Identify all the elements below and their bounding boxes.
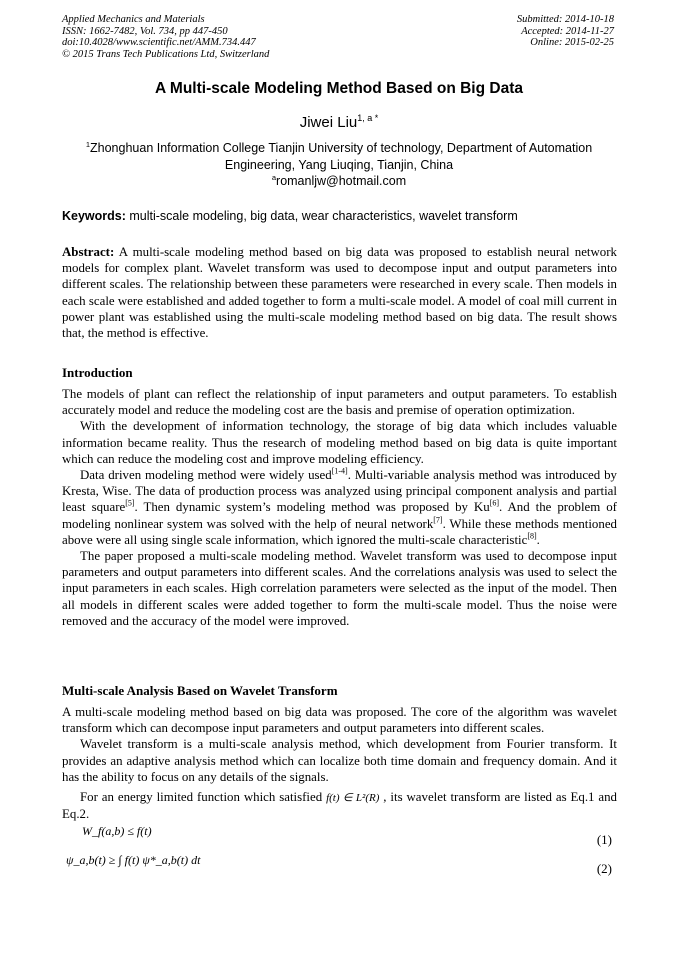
introduction-body (62, 386, 617, 629)
accepted-date: Accepted: 2014-11-27 (521, 25, 614, 37)
equation-2: ψ_a,b(t) ≥ ∫ f(t) ψ*_a,b(t) dt (66, 853, 201, 867)
abstract-text: A multi-scale modeling method based on big data was proposed to establish neural network models for complex plant. Wavelet transform was used to decompose input and output parameters into different scales. The relationship between these parameters were researched in every scale. Then models in each scale were established and added together to form a multi-scale model. A model of coal mill current in power plant was established using the multi-scale modeling method based on big data. The result shows that, the method is effective. (62, 245, 617, 341)
intro-paragraph-4: The paper proposed a multi-scale modeling method. Wavelet transform was used to decompose input parameters and output parameters into different scales. And the correlations analysis was used to select the input parameters in each scales. High correlation parameters were selected as the input of the model. Then all models in different scales were added together to form the multi-scale model. Thus the noise were removed and the accuracy of the model were improved. (62, 549, 617, 628)
section2-paragraph-1: A multi-scale modeling method based on big data was proposed. The core of the algorithm was wavelet transform which can decompose input parameters and output parameters into different scales. (62, 705, 617, 736)
copyright-line: © 2015 Trans Tech Publications Ltd, Switzerland (62, 48, 270, 60)
intro-paragraph-3: Data driven modeling method were widely used[1-4]. Multi-variable analysis method was introduced by Kresta, Wise. The data of production process was analyzed using principal component analysis and partial least square[5]. Then dynamic system’s modeling method was proposed by Ku[6]. And the problem of modeling nonlinear system was solved with the help of neural network[7]. While these methods mentioned above were all using single scale information, which ignored the multi-scale characteristic[8]. (62, 466, 617, 547)
citation-ref: [6] (489, 499, 500, 509)
keywords-label: Keywords: (62, 209, 126, 223)
abstract-label: Abstract: (62, 245, 115, 259)
email-address: romanljw@hotmail.com (276, 174, 407, 189)
submitted-date: Submitted: 2014-10-18 (516, 14, 614, 25)
affiliation-line-1: Zhonghuan Information College Tianjin University of technology, Department of Automation (90, 141, 593, 156)
author-superscript: 1, a * (357, 113, 379, 123)
journal-name: Applied Mechanics and Materials (62, 14, 205, 25)
affiliation-superscript: 1 (85, 140, 91, 149)
intro-paragraph-1: The models of plant can reflect the relationship of input parameters and output parameters. To establish accurately model and reduce the modeling cost are the basis and premise of operation optimization. (62, 387, 617, 418)
section2-body (62, 704, 617, 822)
affiliation (70, 136, 608, 174)
equation-2-number: (2) (596, 861, 612, 876)
affiliation-line-2: Engineering, Yang Liuqing, Tianjin, China (224, 158, 454, 173)
author-name: Jiwei Liu (299, 114, 358, 131)
issn-line: ISSN: 1662-7482, Vol. 734, pp 447-450 (62, 25, 228, 37)
intro-paragraph-2: With the development of information technology, the storage of big data which includes valuable information became reality. Thus the research of modeling method based on big data is quite important which can reduce the modeling cost and improve modeling efficiency. (62, 419, 617, 466)
author-email (0, 173, 678, 188)
abstract (62, 244, 617, 341)
section2-heading: Multi-scale Analysis Based on Wavelet Transform (62, 683, 338, 698)
section2-paragraph-3: For an energy limited function which satisfied f(t) ∈ L²(R) , its wavelet transform are listed as Eq.1 and Eq.2. (62, 790, 618, 822)
author-line (0, 113, 678, 131)
keywords-text: multi-scale modeling, big data, wear characteristics, wavelet transform (125, 209, 518, 223)
citation-ref: [1-4] (331, 466, 348, 476)
equation-1: W_f(a,b) ≤ f(t) (82, 824, 152, 838)
citation-ref: [5] (125, 499, 135, 509)
citation-ref: [7] (433, 515, 443, 525)
keywords (62, 209, 617, 223)
introduction-heading: Introduction (62, 365, 133, 380)
equation-1-number: (1) (596, 832, 612, 847)
doi-line: doi:10.4028/www.scientific.net/AMM.734.447 (62, 37, 256, 48)
citation-ref: [8] (527, 531, 537, 541)
inline-formula: f(t) ∈ L²(R) (326, 792, 380, 805)
journal-header-left (62, 14, 269, 60)
email-superscript: a (271, 173, 277, 182)
journal-header-right (517, 14, 614, 49)
section2-paragraph-2: Wavelet transform is a multi-scale analysis method, which development from Fourier transform. It provides an adaptive analysis method which can localize both time domain and frequency domain. And it has the ability to focus on any details of the signals. (62, 737, 617, 784)
paper-title: A Multi-scale Modeling Method Based on Big Data (154, 80, 523, 97)
online-date: Online: 2015-02-25 (530, 37, 614, 48)
